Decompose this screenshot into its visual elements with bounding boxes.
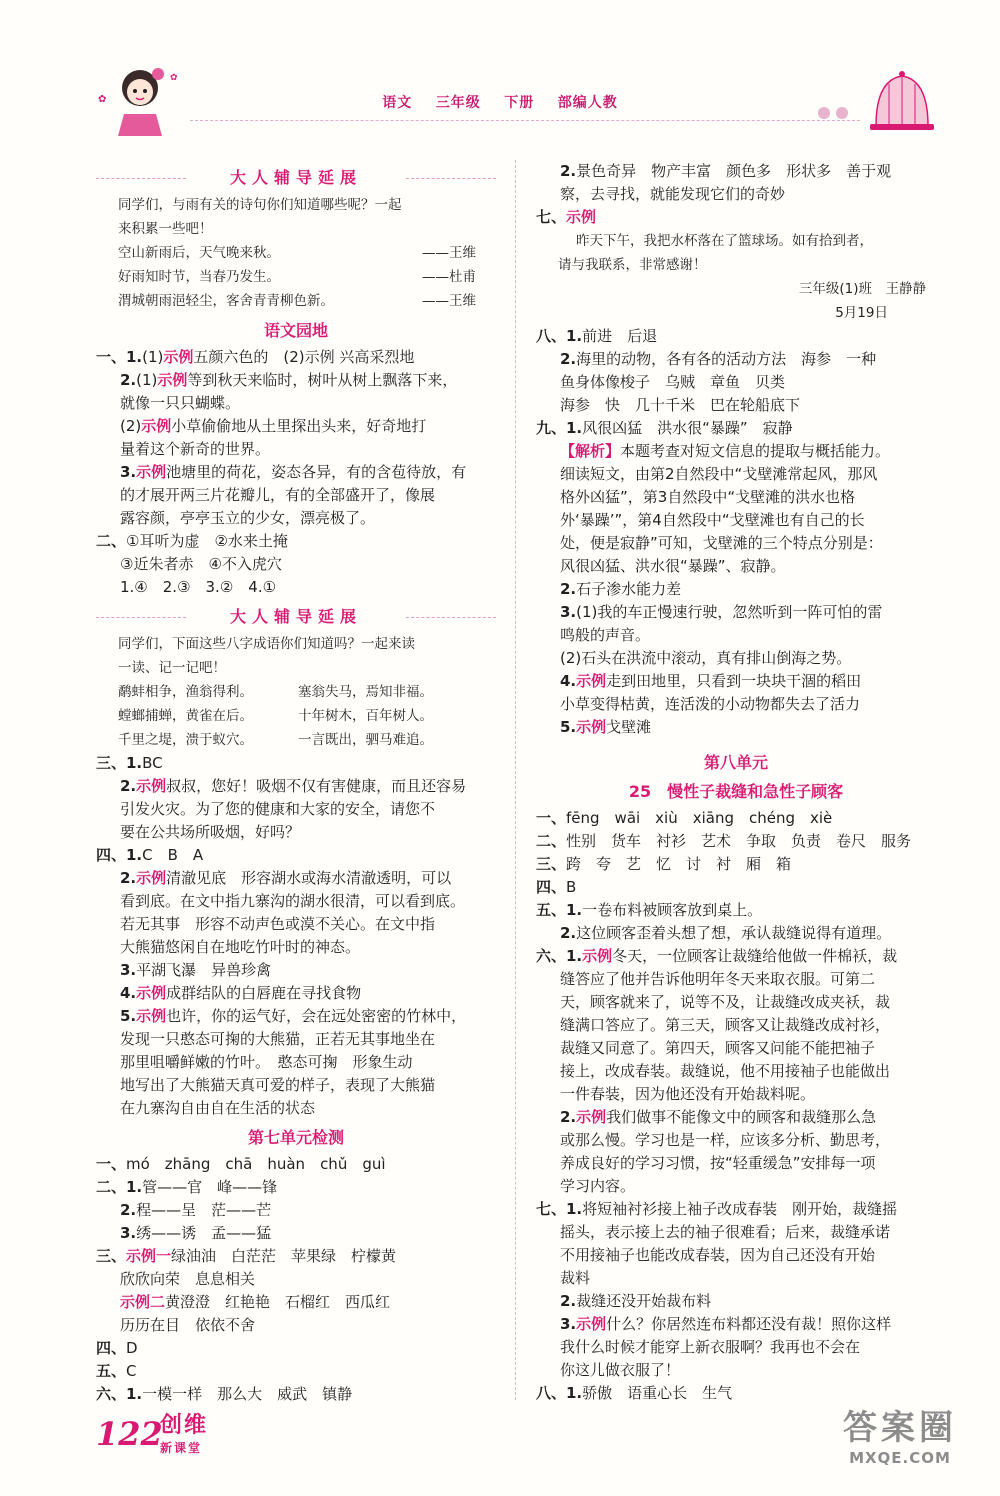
answer-text: 戈壁滩 [606, 718, 652, 736]
answer-line [536, 394, 936, 417]
question-number: 5. [120, 1007, 137, 1025]
answer-line [536, 1152, 936, 1175]
answer-text: 程——呈 茫——芒 [136, 1201, 272, 1219]
answer-text: 叔叔，您好！吸烟不仅有害健康，而且还容易 [166, 777, 467, 795]
answer-text: 的才展开两三片花瓣儿，有的全部盛开了，像展 [120, 486, 436, 504]
answer-line [96, 752, 496, 775]
answer-line [536, 647, 936, 670]
answer-text: 海参 快 几十千米 巴在轮船底下 [560, 396, 801, 414]
answer-line [536, 1244, 936, 1267]
question-number: 六、1. [96, 1385, 143, 1403]
answer-text: 一卷布料被顾客放到桌上。 [582, 901, 763, 919]
question-number: 2. [120, 869, 137, 887]
answer-line [536, 968, 936, 991]
answer-line [536, 348, 936, 371]
answer-text: mó zhāng chā huàn chǔ guì [126, 1155, 386, 1173]
question-number: 五、 [96, 1362, 127, 1380]
notice-signature: 三年级(1)班 王静静 [798, 281, 926, 297]
question-number: 三、 [536, 855, 567, 873]
answer-text: 发现一只憨态可掬的大熊猫，正若无其事地坐在 [120, 1030, 436, 1048]
answer-line [96, 821, 496, 844]
answer-line [96, 1245, 496, 1268]
question-number: 六、1. [536, 947, 583, 965]
answer-text: 五颜六色的 (2)示例 兴高采烈地 [193, 348, 415, 366]
answer-text: 海里的动物，各有各的活动方法 海参 一种 [576, 350, 877, 368]
answer-text: 景色奇异 物产丰富 颜色多 形状多 善于观 [576, 162, 892, 180]
answer-text: 你这儿做衣服了！ [560, 1361, 681, 1379]
question-number: 5. [560, 718, 577, 736]
question-number: 四、 [96, 1339, 127, 1357]
answer-text: (1)我的车正慢速行驶，忽然听到一阵可怕的雷 [576, 603, 883, 621]
answer-line [536, 830, 936, 853]
answer-line [536, 1290, 936, 1313]
question-number: 2. [120, 1201, 137, 1219]
question-number: 3. [560, 603, 577, 621]
answer-text: 骄傲 语重心长 生气 [582, 1384, 733, 1402]
answer-line [536, 1175, 936, 1198]
answer-line [536, 1359, 936, 1382]
answer-text: ①耳听为虚 ②水来土掩 [126, 532, 288, 550]
question-number: 2. [560, 162, 577, 180]
poem-verse: 空山新雨后，天气晚来秋。 [118, 245, 280, 261]
question-number: 二、 [536, 832, 567, 850]
book-info-title: 语文 三年级 下册 部编人教 [382, 95, 618, 111]
answer-line [536, 922, 936, 945]
example-tag: 示例一 [126, 1247, 172, 1265]
answer-line [536, 555, 936, 578]
answer-line [536, 1221, 936, 1244]
unit-title: 第八单元 [703, 753, 768, 772]
answer-text: 前进 后退 [582, 327, 658, 345]
answer-line [96, 844, 496, 867]
answer-line [536, 1060, 936, 1083]
watermark [810, 1400, 990, 1467]
question-number: 五、1. [536, 901, 583, 919]
answer-text: 走到田地里，只看到一块块干涸的稻田 [606, 672, 862, 690]
question-number: 2. [560, 350, 577, 368]
sub-question-number: (1) [136, 371, 158, 389]
answer-line [536, 807, 936, 830]
question-number: 2. [560, 924, 577, 942]
answer-text: 小草偷偷地从土里探出头来，好奇地打 [171, 417, 427, 435]
answer-line [96, 1314, 496, 1337]
example-tag: 示例 [136, 984, 167, 1002]
answer-text: D [126, 1339, 138, 1357]
watermark-url: MXQE.COM [849, 1449, 951, 1467]
answer-text: 察，去寻找，就能发现它们的奇妙 [560, 185, 786, 203]
answer-line [536, 1129, 936, 1152]
answer-text: 一模一样 那么大 威武 镇静 [142, 1385, 353, 1403]
answer-text: 露容颜，亭亭玉立的少女，漂亮极了。 [120, 509, 376, 527]
answer-line [536, 578, 936, 601]
answer-line [96, 1051, 496, 1074]
idiom-item: 十年树木，百年树人。 [298, 708, 433, 724]
answer-text: 缝答应了他并告诉他明年冬天来取衣服。可第二 [560, 970, 876, 988]
example-tag: 示例 [157, 371, 188, 389]
answer-line [536, 1106, 936, 1129]
example-tag: 示例 [136, 869, 167, 887]
answer-line [536, 1198, 936, 1221]
question-number: 一、 [536, 809, 567, 827]
answer-line [536, 160, 936, 183]
answer-text: 池塘里的荷花，姿态各异，有的含苞待放，有 [166, 463, 467, 481]
answer-line [536, 440, 936, 463]
answer-text: 绣——诱 孟——猛 [136, 1224, 272, 1242]
right-answer-column [536, 160, 936, 1405]
answer-text: 欣欣向荣 息息相关 [120, 1270, 256, 1288]
svg-text:✿: ✿ [170, 73, 178, 83]
header-decoration-dots [818, 104, 854, 123]
subsection-title: 25 慢性子裁缝和急性子顾客 [628, 782, 844, 801]
sub-question-number: (2) [120, 417, 142, 435]
answer-text: 那里咀嚼鲜嫩的竹叶。 憨态可掬 形象生动 [120, 1053, 413, 1071]
question-number: 3. [560, 1315, 577, 1333]
answer-text: 性别 货车 衬衫 艺术 争取 负责 卷尺 服务 [566, 832, 912, 850]
answer-line [96, 1005, 496, 1028]
answer-text: 绿油油 白茫茫 苹果绿 柠檬黄 [171, 1247, 397, 1265]
answer-text: 鸣般的声音。 [560, 626, 651, 644]
lost-notice-line: 昨天下午，我把水杯落在了篮球场。如有拾到者， [576, 233, 873, 249]
answer-text: 学习内容。 [560, 1177, 636, 1195]
answer-line [96, 553, 496, 576]
answer-line [536, 1014, 936, 1037]
poem-verse: 好雨知时节，当春乃发生。 [118, 269, 280, 285]
subsection-title: 语文园地 [263, 321, 328, 340]
answer-line [536, 899, 936, 922]
sub-question-number: (1) [142, 348, 164, 366]
answer-text: 接上，改成春装。裁缝说，他不用接袖子也能做出 [560, 1062, 891, 1080]
idiom-item: 千里之堤，溃于蚁穴。 [118, 732, 253, 748]
section-title: 大人辅导延展 [96, 166, 496, 189]
answer-line [96, 959, 496, 982]
answer-text: fēng wāi xiù xiāng chéng xiè [566, 809, 833, 827]
answer-text: 一件春装，因为他还没有开始裁料呢。 [560, 1085, 816, 1103]
page-number: 122 [96, 1415, 163, 1453]
answer-line [536, 486, 936, 509]
answer-text: 我们做事不能像文中的顾客和裁缝那么急 [606, 1108, 877, 1126]
answer-line [96, 1153, 496, 1176]
answer-text: 大熊猫悠闲自在地吃竹叶时的神态。 [120, 938, 361, 956]
question-number: 四、 [536, 878, 567, 896]
answer-text: 将短袖衬衫接上袖子改成春装 刚开始，裁缝摇 [582, 1200, 898, 1218]
birdcage-icon [862, 70, 942, 134]
answer-text: 裁料 [560, 1269, 591, 1287]
poem-line [96, 265, 496, 289]
answer-line [96, 890, 496, 913]
answer-text: 也许，你的运气好，会在远处密密的竹林中， [166, 1007, 467, 1025]
idiom-item: 塞翁失马，焉知非福。 [298, 684, 433, 700]
brand-subtitle: 新课堂 [160, 1441, 203, 1455]
answer-line [96, 415, 496, 438]
example-tag: 示例 [566, 208, 597, 226]
poem-line [96, 289, 496, 313]
svg-text:✿: ✿ [98, 94, 107, 105]
guide-note-line: 一读、记一记吧！ [118, 660, 226, 676]
answer-text: 地写出了大熊猫天真可爱的样子，表现了大熊猫 [120, 1076, 436, 1094]
answer-text: 石子渗水能力差 [576, 580, 682, 598]
answer-line [536, 624, 936, 647]
answer-line [96, 867, 496, 890]
answer-line [536, 1037, 936, 1060]
answer-text: 或那么慢。学习也是一样，应该多分析、勤思考， [560, 1131, 891, 1149]
answer-text: 管——官 峰——锋 [142, 1178, 278, 1196]
question-number: 4. [560, 672, 577, 690]
question-number: 4. [120, 984, 137, 1002]
answer-text: 细读短文，由第2自然段中“戈壁滩常起风，那风 [560, 465, 878, 483]
answer-line [536, 876, 936, 899]
example-tag: 示例 [576, 672, 607, 690]
question-number: 3. [120, 463, 137, 481]
answer-line [96, 798, 496, 821]
answer-text: 小草变得枯黄，连活泼的小动物都失去了活力 [560, 695, 861, 713]
answer-text: 格外凶猛”，第3自然段中“戈壁滩的洪水也格 [560, 488, 856, 506]
answer-line [536, 1083, 936, 1106]
example-tag: 示例 [576, 1315, 607, 1333]
example-tag: 示例 [141, 417, 172, 435]
answer-line [536, 532, 936, 555]
left-answer-column [96, 160, 496, 1406]
example-tag: 示例 [136, 1007, 167, 1025]
example-tag: 示例 [136, 463, 167, 481]
answer-line [536, 601, 936, 624]
answer-text: 什么？你居然连布料都还没有裁！照你这样 [606, 1315, 892, 1333]
answer-text: 1.④ 2.③ 3.② 4.① [120, 578, 277, 596]
answer-line [536, 1336, 936, 1359]
answer-line [96, 1222, 496, 1245]
answer-text: 跨 夸 艺 忆 讨 衬 厢 箱 [566, 855, 792, 873]
brand-logo [160, 1408, 208, 1456]
question-number: 二、 [96, 532, 127, 550]
answer-text: 在九寨沟自由自在生活的状态 [120, 1099, 316, 1117]
answer-line [96, 1199, 496, 1222]
answer-line [96, 913, 496, 936]
answer-text: 风很凶猛 洪水很“暴躁” 寂静 [582, 419, 793, 437]
answer-line [96, 484, 496, 507]
answer-text: C B A [142, 846, 204, 864]
poem-author: ——王维 [422, 245, 476, 261]
answer-text: 裁缝还没开始裁布料 [576, 1292, 712, 1310]
answer-text: C [126, 1362, 137, 1380]
answer-text: 天，顾客就来了，说等不及，让裁缝改成夹袄，裁 [560, 993, 891, 1011]
guide-note-line: 来积累一些吧！ [118, 221, 213, 237]
answer-text: (2)石头在洪流中滚动，真有排山倒海之势。 [560, 649, 852, 667]
example-tag: 示例 [576, 1108, 607, 1126]
lost-notice-line: 请与我联系，非常感谢！ [558, 257, 707, 273]
answer-line [96, 1268, 496, 1291]
answer-line [536, 509, 936, 532]
question-number: 2. [120, 371, 137, 389]
example-tag: 示例 [136, 777, 167, 795]
poem-verse: 渭城朝雨浥轻尘，客舍青青柳色新。 [118, 293, 334, 309]
answer-line [536, 716, 936, 739]
answer-text: 等到秋天来临时，树叶从树上飘落下来， [187, 371, 458, 389]
answer-line [536, 371, 936, 394]
answer-line [96, 507, 496, 530]
question-number: 九、1. [536, 419, 583, 437]
guide-note-line: 同学们，与雨有关的诗句你们知道哪些呢？一起 [118, 197, 402, 213]
answer-line [536, 325, 936, 348]
question-number: 七、 [536, 208, 567, 226]
answer-line [96, 438, 496, 461]
answer-line [536, 183, 936, 206]
idiom-item: 螳螂捕蝉，黄雀在后。 [118, 708, 253, 724]
idiom-item: 一言既出，驷马难追。 [298, 732, 433, 748]
answer-line [536, 991, 936, 1014]
question-number: 2. [560, 1108, 577, 1126]
answer-line [96, 1097, 496, 1120]
column-divider [515, 160, 516, 1400]
answer-line [536, 853, 936, 876]
example-tag: 示例 [576, 718, 607, 736]
question-number: 三、 [96, 1247, 127, 1265]
answer-text: 历历在目 依依不舍 [120, 1316, 256, 1334]
answer-line [96, 1337, 496, 1360]
answer-line [96, 369, 496, 392]
answer-text: 裁缝又同意了。第四天，顾客又问能不能把袖子 [560, 1039, 876, 1057]
answer-text: 鱼身体像梭子 乌贼 章鱼 贝类 [560, 373, 786, 391]
question-number: 3. [120, 961, 137, 979]
brand-name: 创维 [160, 1413, 209, 1438]
answer-line [536, 1313, 936, 1336]
idiom-item: 鹬蚌相争，渔翁得利。 [118, 684, 253, 700]
question-number: 三、1. [96, 754, 143, 772]
example-tag: 示例 [582, 947, 613, 965]
watermark-logo: 答案圈 [843, 1408, 957, 1448]
answer-text: 成群结队的白唇鹿在寻找食物 [166, 984, 362, 1002]
header-rule [190, 120, 860, 121]
question-number: 一、1. [96, 348, 143, 366]
answer-line [96, 530, 496, 553]
guide-note-line: 同学们，下面这些八字成语你们知道吗？一起来读 [118, 636, 415, 652]
poem-author: ——杜甫 [422, 269, 476, 285]
answer-text: 若无其事 形容不动声色或漠不关心。在文中指 [120, 915, 436, 933]
question-number: 四、1. [96, 846, 143, 864]
answer-text: 黄澄澄 红艳艳 石榴红 西瓜红 [165, 1293, 391, 1311]
answer-text: 我什么时候才能穿上新衣服啊？我再也不会在 [560, 1338, 861, 1356]
answer-text: 本题考查对短文信息的提取与概括能力。 [620, 442, 891, 460]
answer-text: 看到底。在文中指九寨沟的湖水很清，可以看到底。 [120, 892, 466, 910]
answer-line [536, 206, 936, 229]
answer-text: 摇头，表示接上去的袖子很难看；后来，裁缝承诺 [560, 1223, 891, 1241]
answer-line [536, 1267, 936, 1290]
question-number: 一、 [96, 1155, 127, 1173]
subsection-title: 第七单元检测 [247, 1128, 344, 1147]
answer-line [536, 945, 936, 968]
answer-text: 外‘暴躁’”，第4自然段中“戈壁滩也有自己的长 [560, 511, 865, 529]
answer-line [96, 392, 496, 415]
answer-text: 清澈见底 形容湖水或海水清澈透明，可以 [166, 869, 452, 887]
answer-line [96, 1176, 496, 1199]
answer-text: 冬天，一位顾客让裁缝给他做一件棉袄，裁 [612, 947, 898, 965]
answer-text: B [566, 878, 577, 896]
answer-text: 要在公共场所吸烟，好吗？ [120, 823, 301, 841]
answer-text: 引发火灾。为了您的健康和大家的安全，请您不 [120, 800, 436, 818]
question-number: 二、1. [96, 1178, 143, 1196]
answer-line [96, 1028, 496, 1051]
answer-line [536, 463, 936, 486]
answer-line [96, 1291, 496, 1314]
answer-text: 不用接袖子也能改成春装，因为自己还没有开始 [560, 1246, 876, 1264]
answer-text: 处，便是寂静”可知，戈壁滩的三个特点分别是： [560, 534, 883, 552]
answer-line [96, 936, 496, 959]
answer-line [536, 670, 936, 693]
answer-text: 缝满口答应了。第三天，顾客又让裁缝改成衬衫， [560, 1016, 891, 1034]
question-number: 七、1. [536, 1200, 583, 1218]
question-number: 八、1. [536, 1384, 583, 1402]
question-number: 2. [560, 580, 577, 598]
answer-text: 就像一只只蝴蝶。 [120, 394, 241, 412]
answer-line [96, 1360, 496, 1383]
answer-line [96, 576, 496, 599]
answer-line [96, 346, 496, 369]
answer-line [96, 1074, 496, 1097]
answer-text: ③近朱者赤 ④不入虎穴 [120, 555, 282, 573]
question-number: 八、1. [536, 327, 583, 345]
question-number: 2. [560, 1292, 577, 1310]
answer-text: 量着这个新奇的世界。 [120, 440, 271, 458]
poem-line [96, 241, 496, 265]
answer-line [536, 417, 936, 440]
answer-text: 平湖飞瀑 异兽珍禽 [136, 961, 272, 979]
answer-text: BC [142, 754, 163, 772]
idiom-list [96, 680, 496, 752]
answer-text: 风很凶猛、洪水很“暴躁”、寂静。 [560, 557, 786, 575]
notice-date: 5月19日 [835, 305, 888, 321]
page-header [0, 0, 1000, 145]
poem-author: ——王维 [422, 293, 476, 309]
answer-text: 这位顾客歪着头想了想，承认裁缝说得有道理。 [576, 924, 892, 942]
answer-line [96, 1383, 496, 1406]
question-number: 2. [120, 777, 137, 795]
answer-line [96, 775, 496, 798]
question-number: 3. [120, 1224, 137, 1242]
answer-line [96, 982, 496, 1005]
example-tag: 示例 [163, 348, 194, 366]
section-title: 大人辅导延展 [96, 605, 496, 628]
answer-text: 养成良好的学习习惯，按“轻重缓急”安排每一项 [560, 1154, 876, 1172]
answer-line [96, 461, 496, 484]
example-tag: 【解析】 [560, 442, 621, 460]
example-tag: 示例二 [120, 1293, 166, 1311]
answer-line [536, 693, 936, 716]
